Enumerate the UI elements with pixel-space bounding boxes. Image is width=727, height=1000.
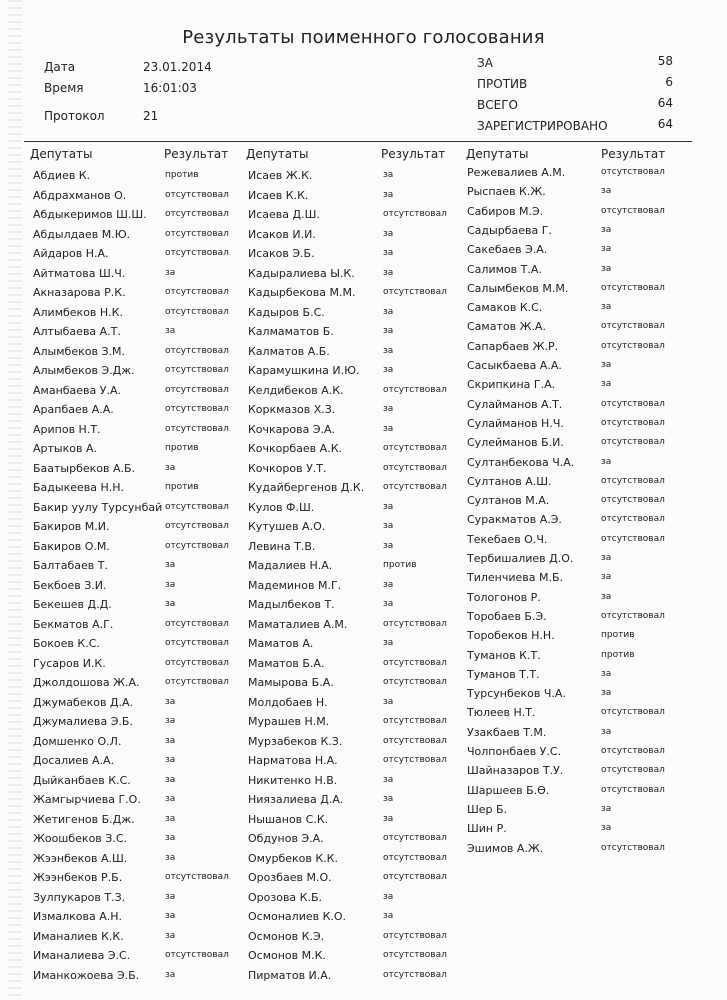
vote-result: отсутствовал [165, 521, 229, 531]
vote-result: отсутствовал [383, 950, 447, 960]
deputy-name: Салимов Т.А. [467, 262, 542, 276]
vote-result: отсутствовал [165, 540, 229, 551]
deputy-name: Омурбеков К.К. [248, 851, 338, 865]
deputy-name: Жоошбеков З.С. [33, 832, 128, 845]
deputy-name: Тербишалиев Д.О. [467, 552, 574, 565]
deputy-name: Исаева Д.Ш. [248, 208, 320, 221]
vote-result: за [165, 696, 176, 707]
vote-result: отсутствовал [601, 205, 665, 216]
deputy-name: Чолпонбаев У.С. [467, 745, 562, 758]
deputy-name: Жамгырчиева Г.О. [33, 793, 141, 806]
vote-result: за [601, 553, 612, 563]
deputy-name: Тиленчиева М.Б. [467, 571, 564, 585]
vote-result: за [383, 306, 394, 317]
deputy-name: Карамушкина И.Ю. [248, 364, 360, 377]
deputy-name: Кулов Ф.Ш. [248, 500, 315, 514]
deputy-name: Абдылдаев М.Ю. [33, 227, 131, 241]
deputy-name: Алымбеков Э.Дж. [33, 364, 135, 377]
deputy-name: Садырбаева Г. [467, 223, 552, 237]
vote-result: за [165, 852, 176, 863]
vote-result: за [383, 404, 394, 414]
vote-result: за [601, 572, 612, 583]
vote-result: отсутствовал [165, 287, 229, 297]
deputy-name: Суракматов А.Э. [467, 513, 562, 527]
vote-result: за [165, 579, 176, 590]
deputy-name: Коркмазов Х.З. [248, 403, 336, 416]
deputy-name: Салымбеков М.М. [467, 281, 569, 295]
vote-result: против [601, 649, 635, 660]
deputy-name: Мадалиев Н.А. [248, 559, 333, 572]
time-label: Время [44, 81, 84, 95]
vote-result: за [601, 668, 612, 679]
deputy-name: Исаев Ж.К. [248, 169, 313, 182]
vote-result: отсутствовал [601, 417, 665, 428]
vote-result: отсутствовал [601, 340, 665, 351]
vote-result: за [383, 345, 394, 356]
deputy-name: Шин Р. [467, 822, 507, 836]
deputy-name: Сабиров М.Э. [467, 204, 544, 218]
deputy-name: Кутушев А.О. [248, 520, 326, 533]
deputy-name: Абдрахманов О. [33, 188, 127, 202]
vote-result: за [383, 365, 394, 375]
deputy-name: Султанов М.А. [467, 494, 550, 508]
deputy-name: Арапбаев А.А. [33, 403, 114, 416]
deputy-name: Балтабаев Т. [33, 559, 108, 572]
deputy-name: Кочкарова Э.А. [248, 422, 336, 436]
vote-result: за [601, 456, 612, 467]
deputy-name: Левина Т.В. [248, 539, 316, 553]
column-header-result: Результат [601, 147, 666, 161]
deputy-name: Бакир уулу Турсунбай [33, 500, 163, 514]
vote-result: за [601, 263, 612, 274]
vote-result: отсутствовал [165, 872, 229, 882]
vote-result: за [383, 521, 394, 531]
deputy-name: Иманалиев К.К. [33, 929, 124, 943]
vote-result: отсутствовал [165, 365, 229, 375]
vote-result: отсутствовал [165, 677, 229, 687]
deputy-name: Кадыров Б.С. [248, 305, 325, 319]
vote-result: за [383, 228, 394, 239]
deputy-name: Самаков К.С. [467, 301, 543, 315]
deputy-name: Нарматова Н.А. [248, 754, 338, 767]
deputy-name: Джумалиева Э.Б. [33, 715, 133, 728]
deputy-name: Сасыкбаева А.А. [467, 359, 562, 372]
deputy-name: Туманов К.Т. [467, 648, 541, 662]
vote-result: за [383, 891, 394, 902]
vote-result: за [601, 688, 612, 699]
vote-result: за [601, 803, 612, 814]
deputy-name: Зулпукаров Т.З. [33, 890, 126, 904]
deputy-name: Торобеков Н.Н. [467, 629, 555, 643]
vote-result: отсутствовал [601, 533, 665, 544]
deputy-name: Жээнбеков А.Ш. [33, 851, 128, 865]
deputy-name: Сакебаев Э.А. [467, 243, 548, 257]
vote-result: отсутствовал [601, 495, 665, 506]
vote-result: за [601, 244, 612, 255]
vote-result: за [383, 638, 394, 648]
vote-result: за [165, 462, 176, 473]
vote-result: отсутствовал [383, 209, 447, 219]
deputy-name: Джолдошова Ж.А. [33, 676, 140, 689]
vote-result: за [383, 423, 394, 434]
vote-result: отсутствовал [601, 610, 665, 621]
deputy-name: Режевалиев А.М. [467, 166, 566, 179]
vote-result: отсутствовал [601, 765, 665, 776]
vote-result: за [383, 540, 394, 551]
vote-result: отсутствовал [165, 306, 229, 317]
vote-result: за [383, 248, 394, 258]
vote-result: за [601, 379, 612, 390]
deputy-name: Орозова К.Б. [248, 890, 323, 904]
header-divider [24, 141, 692, 142]
deputy-name: Саматов Ж.А. [467, 320, 546, 334]
vote-result: за [383, 170, 394, 180]
deputy-name: Сапарбаев Ж.Р. [467, 339, 559, 353]
vote-result: за [601, 726, 612, 737]
vote-result: отсутствовал [601, 514, 665, 525]
vote-result: за [165, 891, 176, 902]
vote-result: за [383, 501, 394, 512]
vote-result: отсутствовал [383, 462, 447, 473]
deputy-name: Скрипкина Г.А. [467, 378, 556, 392]
vote-result: отсутствовал [601, 321, 665, 332]
vote-result: отсутствовал [383, 969, 447, 980]
total-value: 64 [657, 96, 673, 110]
deputy-name: Мурзабеков К.З. [248, 734, 343, 748]
deputy-name: Джумабеков Д.А. [33, 695, 134, 709]
deputy-name: Алымбеков З.М. [33, 344, 125, 358]
deputy-name: Маматов Б.А. [248, 656, 325, 670]
column-header-result: Результат [381, 147, 446, 161]
deputy-name: Артыков А. [33, 442, 97, 455]
vote-result: против [383, 560, 417, 570]
deputy-name: Дыйканбаев К.С. [33, 773, 131, 787]
vote-result: против [165, 170, 199, 180]
vote-result: отсутствовал [601, 842, 665, 853]
deputy-name: Абдиев К. [33, 169, 91, 182]
deputy-name: Торобаев Б.Э. [467, 609, 547, 623]
total-label: ВСЕГО [477, 98, 518, 112]
vote-result: за [383, 326, 394, 336]
vote-result: за [383, 599, 394, 609]
vote-result: отсутствовал [165, 657, 229, 668]
against-label: ПРОТИВ [477, 77, 528, 91]
date-label: Дата [44, 60, 76, 74]
deputy-name: Бекешев Д.Д. [33, 598, 112, 611]
deputy-name: Узакбаев Т.М. [467, 725, 547, 739]
vote-result: отсутствовал [165, 345, 229, 356]
deputy-name: Бекбоев З.И. [33, 578, 107, 592]
vote-result: отсутствовал [165, 384, 229, 395]
vote-result: отсутствовал [383, 716, 447, 726]
vote-result: отсутствовал [383, 677, 447, 687]
deputy-name: Исаков И.И. [248, 227, 316, 241]
vote-result: за [383, 774, 394, 785]
vote-result: отсутствовал [165, 209, 229, 219]
deputy-name: Бакиров О.М. [33, 539, 110, 553]
vote-result: за [165, 930, 176, 941]
vote-result: за [601, 591, 612, 602]
vote-result: за [601, 360, 612, 370]
deputy-name: Абдыкеримов Ш.Ш. [33, 208, 147, 221]
vote-result: отсутствовал [601, 746, 665, 756]
deputy-name: Калматов А.Б. [248, 344, 330, 358]
vote-result: за [601, 186, 612, 197]
vote-result: против [601, 630, 635, 641]
deputy-name: Маматалиев А.М. [248, 617, 348, 631]
deputy-name: Гусаров И.К. [33, 656, 106, 670]
vote-result: отсутствовал [383, 755, 447, 765]
vote-result: за [165, 716, 176, 726]
vote-result: за [601, 224, 612, 235]
protocol-value: 21 [143, 109, 159, 123]
vote-result: против [165, 443, 199, 453]
deputy-name: Баатырбеков А.Б. [33, 461, 136, 475]
vote-result: отсутствовал [383, 482, 447, 492]
deputy-name: Измалкова А.Н. [33, 910, 123, 923]
vote-result: отсутствовал [601, 167, 665, 177]
deputy-name: Шаршеев Б.Ө. [467, 783, 550, 797]
deputy-name: Султанов А.Ш. [467, 474, 552, 488]
deputy-name: Домшенко О.Л. [33, 734, 122, 748]
deputy-name: Сулайманов Н.Ч. [467, 416, 564, 430]
deputy-name: Иманкожоева Э.Б. [33, 968, 140, 982]
deputy-name: Рыспаев К.Ж. [467, 185, 546, 199]
deputy-name: Турсунбеков Ч.А. [467, 687, 566, 701]
deputy-name: Исаков Э.Б. [248, 247, 315, 260]
deputy-name: Акназарова Р.К. [33, 286, 126, 299]
deputy-name: Осмонов К.Э. [248, 929, 325, 943]
deputy-name: Сулейманов Б.И. [467, 436, 564, 450]
vote-result: отсутствовал [383, 657, 447, 668]
deputy-name: Жээнбеков Р.Б. [33, 871, 123, 884]
vote-result: отсутствовал [165, 248, 229, 258]
deputy-name: Калмаматов Б. [248, 325, 334, 338]
vote-result: отсутствовал [601, 784, 665, 795]
deputy-name: Кадыралиева Ы.К. [248, 266, 355, 280]
vote-result: отсутствовал [383, 833, 447, 843]
deputy-name: Шер Б. [467, 802, 508, 816]
vote-result: отсутствовал [601, 475, 665, 486]
vote-result: за [165, 560, 176, 570]
vote-result: за [601, 302, 612, 313]
deputy-name: Бекматов А.Г. [33, 617, 114, 631]
deputy-name: Маматов А. [248, 637, 314, 650]
deputy-name: Айтматова Ш.Ч. [33, 266, 126, 280]
vote-result: за [165, 735, 176, 746]
deputy-name: Келдибеков А.К. [248, 383, 344, 397]
vote-result: отсутствовал [383, 287, 447, 297]
vote-result: за [383, 813, 394, 824]
deputy-name: Султанбекова Ч.А. [467, 455, 575, 469]
deputy-name: Обдунов Э.А. [248, 832, 324, 845]
deputy-name: Туманов Т.Т. [467, 667, 540, 681]
against-value: 6 [665, 75, 673, 89]
deputy-name: Никитенко Н.В. [248, 773, 338, 787]
deputy-name: Иманалиева Э.С. [33, 949, 131, 962]
vote-result: за [165, 326, 176, 336]
time-value: 16:01:03 [143, 81, 197, 95]
vote-result: отсутствовал [383, 443, 447, 453]
for-value: 58 [657, 54, 673, 68]
deputy-name: Алимбеков Н.К. [33, 305, 123, 319]
deputy-name: Алтыбаева А.Т. [33, 325, 121, 338]
vote-result: за [383, 794, 394, 804]
deputy-name: Мадылбеков Т. [248, 598, 335, 611]
vote-result: за [165, 774, 176, 785]
vote-result: отсутствовал [165, 404, 229, 414]
vote-result: отсутствовал [383, 735, 447, 746]
vote-result: отсутствовал [383, 384, 447, 395]
vote-result: за [601, 823, 612, 834]
scan-artifact [8, 0, 22, 1000]
page-title: Результаты поименного голосования [182, 27, 545, 48]
deputy-name: Досалиев А.А. [33, 754, 115, 767]
deputy-name: Пирматов И.А. [248, 968, 332, 982]
deputy-name: Жетигенов Б.Дж. [33, 812, 135, 826]
deputy-name: Шайназаров Т.У. [467, 764, 564, 778]
deputy-name: Кочкорбаев А.К. [248, 442, 342, 455]
deputy-name: Сулайманов А.Т. [467, 397, 563, 411]
column-header-deputies: Депутаты [30, 147, 93, 161]
vote-result: отсутствовал [165, 638, 229, 648]
vote-result: отсутствовал [601, 282, 665, 293]
deputy-name: Бокоев К.С. [33, 637, 100, 650]
vote-result: против [165, 482, 199, 492]
vote-result: отсутствовал [165, 189, 229, 200]
vote-result: отсутствовал [165, 950, 229, 960]
vote-result: отсутствовал [165, 228, 229, 239]
column-header-deputies: Депутаты [466, 147, 529, 161]
deputy-name: Тюлеев Н.Т. [467, 706, 536, 720]
vote-result: за [383, 911, 394, 921]
deputy-name: Текебаев О.Ч. [467, 532, 548, 546]
vote-result: за [383, 267, 394, 278]
deputy-name: Мурашев Н.М. [248, 715, 330, 728]
date-value: 23.01.2014 [143, 60, 212, 74]
vote-result: за [383, 189, 394, 200]
protocol-label: Протокол [44, 109, 105, 123]
registered-label: ЗАРЕГИСТРИРОВАНО [477, 119, 608, 133]
deputy-name: Кадырбекова М.М. [248, 286, 356, 299]
column-header-result: Результат [164, 147, 229, 161]
vote-result: отсутствовал [601, 398, 665, 409]
deputy-name: Аманбаева У.А. [33, 383, 121, 397]
deputy-name: Нышанов С.К. [248, 812, 329, 826]
vote-result: отсутствовал [383, 930, 447, 941]
deputy-name: Кудайбергенов Д.К. [248, 481, 365, 494]
deputy-name: Бадыкеева Н.Н. [33, 481, 125, 494]
vote-result: отсутствовал [383, 618, 447, 629]
for-label: ЗА [477, 56, 493, 70]
deputy-name: Ниязалиева Д.А. [248, 793, 344, 806]
deputy-name: Тологонов Р. [467, 590, 541, 604]
vote-result: за [165, 599, 176, 609]
vote-result: отсутствовал [383, 852, 447, 863]
vote-result: за [165, 833, 176, 843]
vote-result: за [165, 813, 176, 824]
deputy-name: Орозбаев М.О. [248, 871, 332, 884]
column-header-deputies: Депутаты [246, 147, 309, 161]
vote-result: за [165, 969, 176, 980]
deputy-name: Мамырова Б.А. [248, 676, 334, 689]
vote-result: за [165, 267, 176, 278]
vote-result: отсутствовал [601, 707, 665, 718]
deputy-name: Осмонов М.К. [248, 949, 326, 962]
vote-result: за [383, 696, 394, 707]
vote-result: за [165, 755, 176, 765]
deputy-name: Айдаров Н.А. [33, 247, 109, 260]
deputy-name: Эшимов А.Ж. [467, 841, 544, 855]
registered-value: 64 [657, 117, 673, 131]
deputy-name: Арипов Н.Т. [33, 422, 101, 436]
vote-result: отсутствовал [165, 618, 229, 629]
vote-result: отсутствовал [165, 423, 229, 434]
vote-result: отсутствовал [601, 437, 665, 448]
deputy-name: Кочкоров У.Т. [248, 461, 327, 475]
deputy-name: Молдобаев Н. [248, 695, 328, 709]
vote-result: отсутствовал [165, 501, 229, 512]
deputy-name: Исаев К.К. [248, 188, 309, 202]
vote-result: за [165, 794, 176, 804]
deputy-name: Бакиров М.И. [33, 520, 110, 533]
vote-result: за [383, 579, 394, 590]
deputy-name: Мадеминов М.Г. [248, 578, 342, 592]
vote-result: отсутствовал [383, 872, 447, 882]
vote-result: за [165, 911, 176, 921]
deputy-name: Осмоналиев К.О. [248, 910, 347, 923]
